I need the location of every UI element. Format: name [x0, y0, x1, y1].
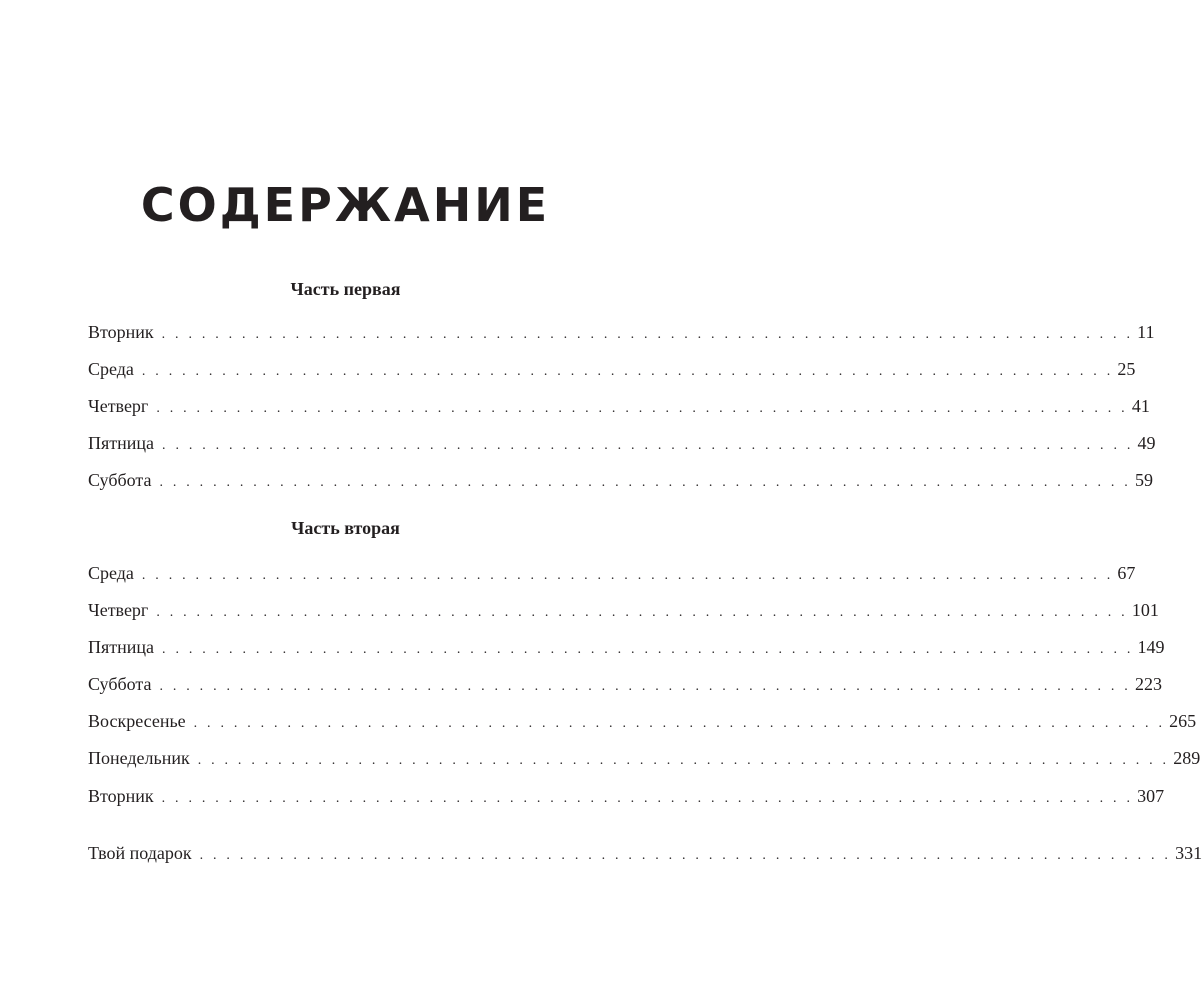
- toc-entry[interactable]: [88, 786, 1165, 810]
- toc-entry-label: Суббота: [88, 674, 152, 694]
- toc-entry[interactable]: [88, 322, 1155, 346]
- leader-dots: . . . . . . . . . . . . . . . . . . . . . . . . . . . . . . . . . . . . . . . . . . . . . . . . . . . . . . . . . . . . . . . . . . . . . . . . .: [161, 327, 1134, 342]
- toc-entry[interactable]: [88, 433, 1156, 457]
- toc-entry-label: Твой подарок: [88, 843, 192, 863]
- toc-entry-page: 67: [1117, 563, 1136, 583]
- toc-entry[interactable]: [88, 600, 1159, 624]
- toc-entry-label: Суббота: [88, 470, 152, 490]
- toc-entry-label: Среда: [88, 563, 134, 583]
- leader-dots: . . . . . . . . . . . . . . . . . . . . . . . . . . . . . . . . . . . . . . . . . . . . . . . . . . . . . . . . . . . . . . . . . . . . . . . . .: [159, 679, 1131, 694]
- leader-dots: . . . . . . . . . . . . . . . . . . . . . . . . . . . . . . . . . . . . . . . . . . . . . . . . . . . . . . . . . . . . . . . . . . . . . . . . .: [199, 848, 1172, 863]
- leader-dots: . . . . . . . . . . . . . . . . . . . . . . . . . . . . . . . . . . . . . . . . . . . . . . . . . . . . . . . . . . . . . . . . . . . . . . . . .: [156, 605, 1128, 620]
- toc-entry-label: Среда: [88, 359, 134, 379]
- toc-entry-page: 101: [1131, 600, 1159, 620]
- leader-dots: . . . . . . . . . . . . . . . . . . . . . . . . . . . . . . . . . . . . . . . . . . . . . . . . . . . . . . . . . . . . . . . . . . . . . . . . .: [141, 568, 1114, 583]
- part-heading-2: Часть вторая: [291, 518, 400, 538]
- leader-dots: . . . . . . . . . . . . . . . . . . . . . . . . . . . . . . . . . . . . . . . . . . . . . . . . . . . . . . . . . . . . . . . . . . . . . . . . .: [162, 438, 1134, 453]
- toc-entry[interactable]: [88, 711, 1197, 735]
- leader-dots: . . . . . . . . . . . . . . . . . . . . . . . . . . . . . . . . . . . . . . . . . . . . . . . . . . . . . . . . . . . . . . . . . . . . . . . . .: [193, 716, 1166, 731]
- toc-entry-label: Четверг: [88, 600, 149, 620]
- toc-entry-page: 307: [1137, 786, 1165, 806]
- leader-dots: . . . . . . . . . . . . . . . . . . . . . . . . . . . . . . . . . . . . . . . . . . . . . . . . . . . . . . . . . . . . . . . . . . . . . . . . .: [197, 753, 1170, 768]
- toc-entry[interactable]: [88, 674, 1162, 698]
- toc-entry-label: Понедельник: [88, 748, 190, 768]
- leader-dots: . . . . . . . . . . . . . . . . . . . . . . . . . . . . . . . . . . . . . . . . . . . . . . . . . . . . . . . . . . . . . . . . . . . . . . . . .: [162, 642, 1134, 657]
- toc-entry-label: Вторник: [88, 786, 154, 806]
- leader-dots: . . . . . . . . . . . . . . . . . . . . . . . . . . . . . . . . . . . . . . . . . . . . . . . . . . . . . . . . . . . . . . . . . . . . . . . . .: [141, 364, 1114, 379]
- toc-entry[interactable]: [88, 359, 1136, 383]
- toc-entry-label: Четверг: [88, 396, 149, 416]
- toc-entry-label: Пятница: [88, 433, 155, 453]
- toc-entry[interactable]: [88, 396, 1150, 420]
- toc-entry-page: 149: [1137, 637, 1165, 657]
- toc-entry-page: 223: [1134, 674, 1162, 694]
- toc-entry-page: 265: [1169, 711, 1197, 731]
- toc-entry-label: Воскресенье: [88, 711, 186, 731]
- toc-entry-page: 11: [1137, 322, 1155, 342]
- toc-entry-label: Пятница: [88, 637, 155, 657]
- toc-entry-label: Вторник: [88, 322, 154, 342]
- toc-entry-page: 25: [1117, 359, 1136, 379]
- page-title: СОДЕРЖАНИЕ: [140, 178, 551, 232]
- toc-entry[interactable]: [88, 637, 1165, 661]
- toc-entry-page: 289: [1173, 748, 1201, 768]
- leader-dots: . . . . . . . . . . . . . . . . . . . . . . . . . . . . . . . . . . . . . . . . . . . . . . . . . . . . . . . . . . . . . . . . . . . . . . . . .: [156, 401, 1128, 416]
- toc-entry[interactable]: [88, 748, 1201, 772]
- leader-dots: . . . . . . . . . . . . . . . . . . . . . . . . . . . . . . . . . . . . . . . . . . . . . . . . . . . . . . . . . . . . . . . . . . . . . . . . .: [161, 791, 1134, 806]
- toc-entry-gift[interactable]: [88, 843, 1202, 867]
- toc-entry-page: 49: [1137, 433, 1156, 453]
- part-heading-1: Часть первая: [290, 279, 401, 299]
- toc-entry-page: 331: [1175, 843, 1202, 863]
- toc-entry[interactable]: [88, 563, 1136, 587]
- leader-dots: . . . . . . . . . . . . . . . . . . . . . . . . . . . . . . . . . . . . . . . . . . . . . . . . . . . . . . . . . . . . . . . . . . . . . . . . .: [159, 475, 1131, 490]
- toc-entry[interactable]: [88, 470, 1153, 494]
- toc-entry-page: 41: [1131, 396, 1150, 416]
- toc-entry-page: 59: [1134, 470, 1153, 490]
